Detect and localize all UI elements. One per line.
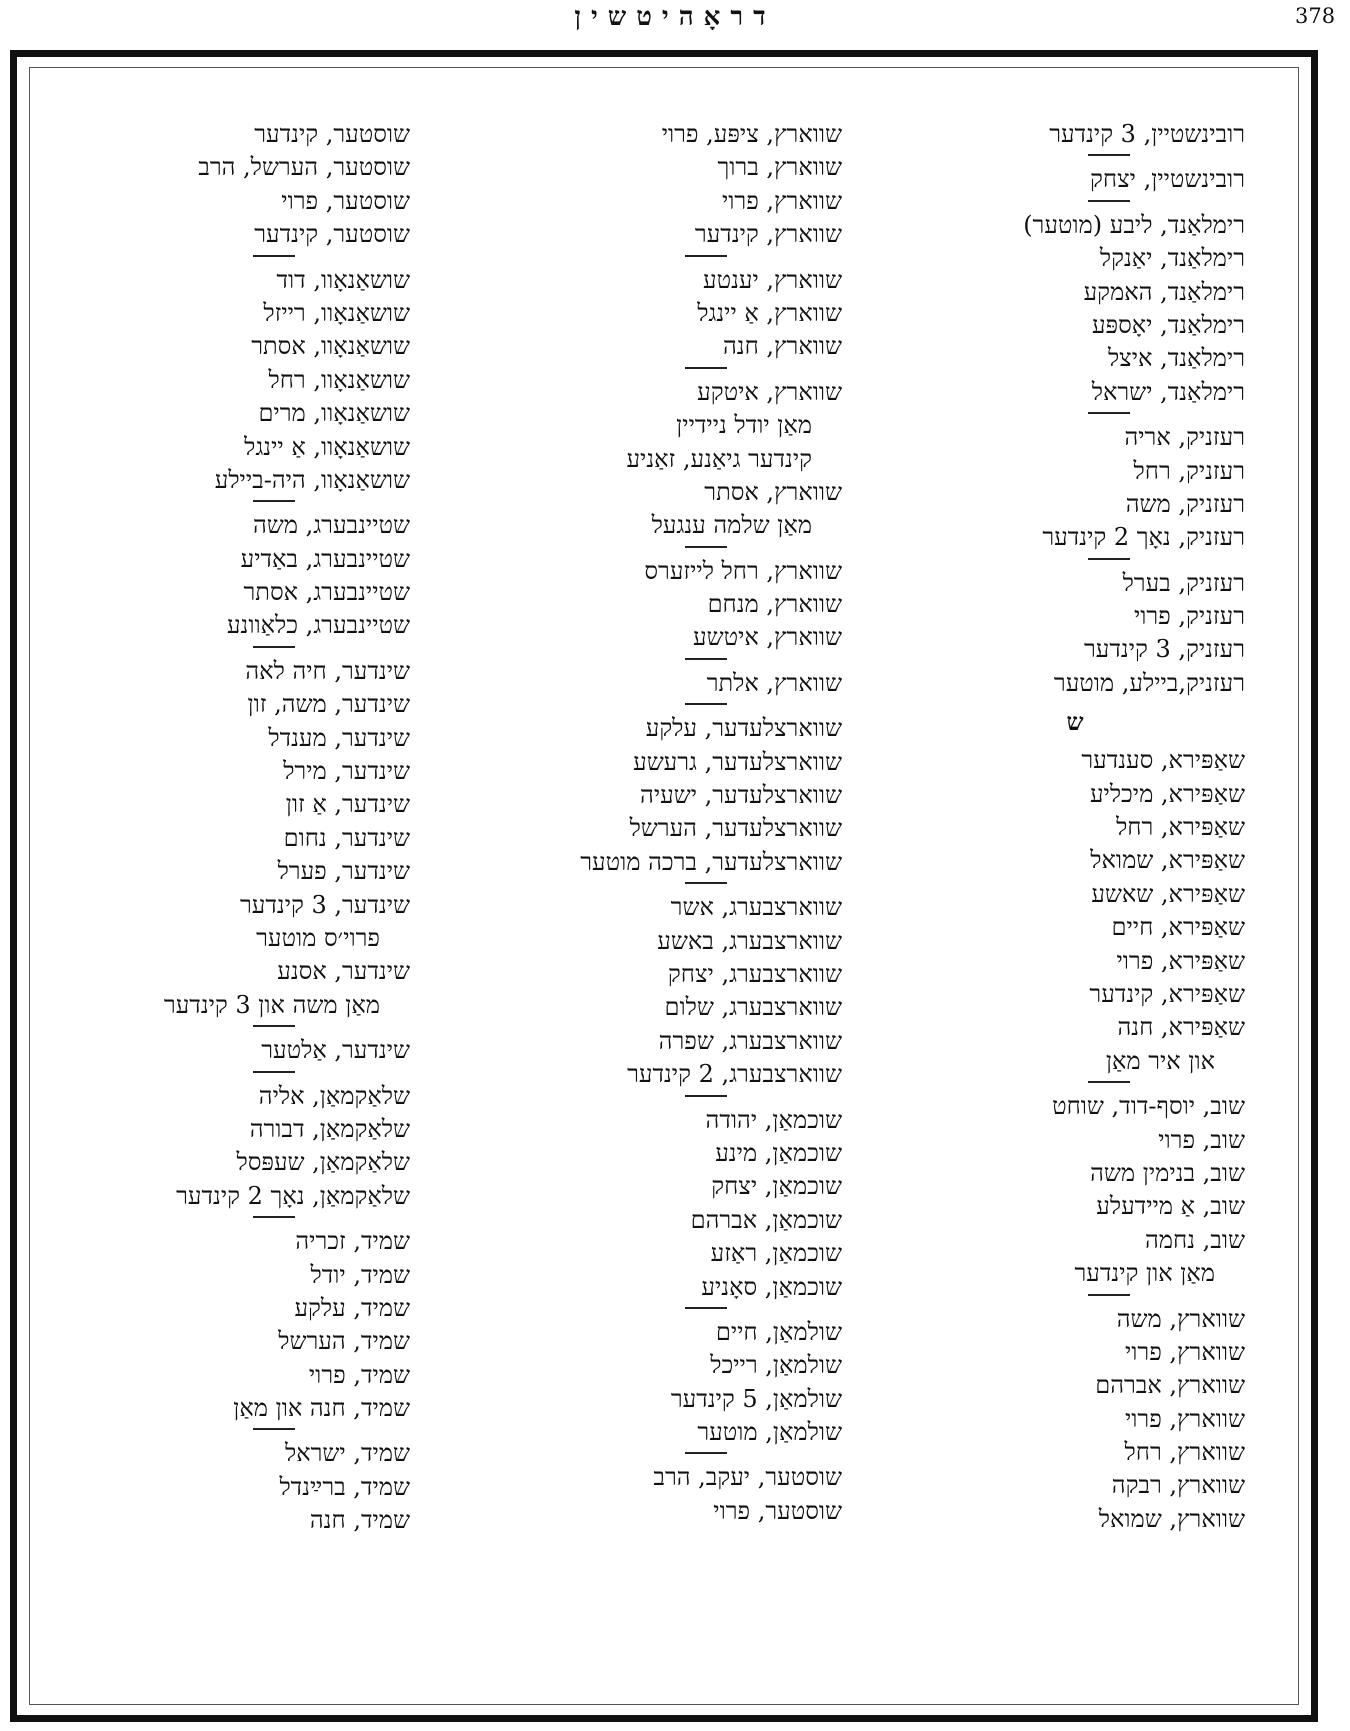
name-entry: שווארצבערג, באשע [657,926,842,955]
name-entry: שוכמאַן, אברהם [690,1205,842,1234]
name-entry: שווארצלעדער, ישעיה [640,781,842,810]
divider [462,1092,842,1104]
name-entry: רעזניק,ביילע, מוטער [1053,668,1245,697]
name-entry: שוכמאַן, יצחק [711,1172,842,1201]
name-entry: שווארץ, אסתר [704,477,842,506]
name-entry: שולמאַן, חיים [715,1317,842,1346]
name-entry: שטיינבערג, כלאַוונע [226,611,410,640]
name-entry: שמיד, חנה [309,1506,410,1535]
name-entry: שוכמאַן, ראַזע [710,1239,842,1268]
name-entry: רימלאַנד, יאָספּע [1091,310,1245,339]
entry-note: מאַן און קינדער [1074,1259,1215,1288]
name-entry: שטיינבערג, משה [252,511,410,540]
name-entry: שוסטער, קינדער [254,120,410,148]
name-entry: שטיינבערג, אסתר [243,578,410,607]
name-entry: שווארץ, חנה [722,332,842,361]
name-entry: שאַפּירא, קינדער [1089,979,1245,1008]
name-entry: רובינשטיין, 3 קינדער [1049,120,1245,148]
name-entry: שווארצבערג, שלום [664,993,842,1022]
name-entry: שווארץ, קינדער [694,220,842,249]
name-entry: שמיד, ישראל [284,1439,410,1468]
name-entry: רובינשטיין, יצחק [1090,165,1245,194]
name-entry: שינדער, משה, זון [247,690,410,719]
name-entry: שאַפּירא, סענדער [1081,746,1245,775]
name-entry: רימלאַנד, איצל [1107,344,1245,373]
name-entry: שאַפּירא, רחל [1116,813,1245,842]
name-entry: רימלאַנד, ליבע (מוטער) [1023,210,1245,239]
name-entry: רעזניק, משה [1125,489,1245,518]
name-entry: שווארץ, אַ יינגל [697,298,842,327]
name-entry: שינדער, חיה לאה [245,656,410,685]
name-entry: שושאַנאָוו, מרים [258,399,410,428]
section-letter: ש [1066,707,1084,737]
page-title: דראָהיטשין [574,2,776,32]
name-entry: שושאַנאָוו, היה-ביילע [214,465,410,494]
name-entry: שווארץ, ציפּע, פרוי [661,120,842,148]
name-entry: שינדער, מירל [283,757,410,786]
name-entry: שאַפּירא, פרוי [1116,946,1245,975]
divider [30,252,410,264]
divider [462,655,842,667]
divider [905,1291,1245,1303]
entry-note: און איר מאַן [1105,1046,1215,1075]
name-entry: רימלאַנד, יאַנקל [1099,244,1245,273]
name-entry: שווארצבערג, יצחק [667,959,842,988]
divider [905,1078,1245,1090]
name-entry: שוסטער, יעקב, הרב [653,1463,842,1492]
divider [462,1449,842,1461]
name-entry: שוב, בנימין משה [1090,1158,1245,1187]
divider [462,252,842,264]
name-entry: שאַפּירא, שאשע [1091,879,1245,908]
column-right [905,118,1245,1536]
divider [905,409,1245,421]
divider [462,879,842,891]
name-entry: שלאַקמאַן, שעפּסל [236,1148,410,1177]
name-entry: שווארץ, אברהם [1095,1371,1245,1400]
entry-note: מאַן משה און 3 קינדער [163,990,380,1019]
name-entry: שושאַנאָוו, דוד [276,265,410,294]
name-entry: שוסטער, הערשל, הרב [198,153,410,182]
name-entry: שווארצבערג, שפרה [658,1026,842,1055]
divider [30,1213,410,1225]
name-entry: שווארץ, רחל [1124,1438,1245,1467]
name-entry: שווארץ, רחל לייזערס [644,556,842,585]
name-entry: שושאַנאָוו, אַ יינגל [244,432,410,461]
name-entry: שוסטער, פרוי [713,1496,842,1525]
name-entry: שוב, יוסף-דוד, שוחט [1052,1092,1245,1121]
name-entry: שולמאַן, רייכל [710,1351,842,1380]
name-entry: שווארץ, איטשע [693,623,842,652]
name-entry: שושאַנאָוו, רייזל [263,298,410,327]
name-entry: שאַפּירא, מיכליע [1089,779,1245,808]
divider [462,700,842,712]
name-entry: שווארץ, רבקה [1111,1471,1245,1500]
name-entry: שוכמאַן, סאָניע [701,1272,842,1301]
column-left [30,118,410,1538]
name-entry: שוב, נחמה [1145,1225,1245,1254]
name-entry: שווארצלעדער, ברכה מוטער [580,847,842,876]
name-entry: שאַפּירא, חיים [1111,913,1245,942]
name-entry: שווארץ, יענטע [703,265,842,294]
divider [30,643,410,655]
name-entry: שווארץ, ברוך [717,153,842,182]
divider [462,1304,842,1316]
name-entry: רעזניק, פרוי [1133,602,1245,631]
name-entry: רעזניק, רחל [1133,456,1245,485]
page-number: 378 [1295,4,1336,28]
name-entry: שינדער, אַלטער [261,1036,410,1065]
name-entry: שוכמאַן, יהודה [705,1105,842,1134]
name-entry: שלאַקמאַן, דבורה [249,1114,410,1143]
name-entry: שוב, פרוי [1158,1125,1245,1154]
column-middle [462,118,842,1528]
name-entry: שווארץ, משה [1116,1304,1245,1333]
name-entry: שווארצבערג, 2 קינדער [627,1060,842,1089]
name-entry: שווארץ, פרוי [721,186,842,215]
name-entry: שווארץ, אלתר [706,668,842,697]
entry-note: פרוי׳ס מוטער [256,923,380,952]
name-entry: שמיד, הערשל [278,1327,410,1356]
name-entry: שוב, אַ מיידעלע [1096,1192,1245,1221]
name-entry: שווארצלעדער, גרעשע [633,747,842,776]
name-entry: שמיד, ברײַנדל [279,1472,410,1501]
divider [30,1022,410,1034]
name-entry: שלאַקמאַן, נאָך 2 קינדער [176,1181,410,1210]
name-entry: שוכמאַן, מינע [715,1138,842,1167]
name-entry: שולמאַן, 5 קינדער [670,1384,842,1413]
divider [905,151,1245,163]
name-entry: שמיד, עלקע [294,1293,410,1322]
name-entry: שמיד, חנה און מאַן [233,1394,410,1423]
name-entry: שוסטער, קינדער [254,220,410,249]
name-entry: שוסטער, פרוי [281,186,410,215]
name-entry: שולמאַן, מוטער [697,1418,842,1447]
name-entry: שווארץ, פרוי [1124,1404,1245,1433]
name-entry: שווארץ, שמואל [1098,1504,1245,1533]
divider [462,543,842,555]
name-entry: שווארצבערג, אשר [670,893,842,922]
name-entry: רימלאַנד, האמקע [1083,277,1245,306]
name-entry: שמיד, יודל [310,1260,410,1289]
name-entry: שינדער, אַ זון [285,790,410,819]
name-entry: שווארץ, מנחם [707,590,842,619]
name-entry: שאַפּירא, חנה [1117,1013,1245,1042]
divider [30,1425,410,1437]
name-entry: שמיד, פרוי [308,1360,410,1389]
name-entry: שווארצלעדער, הערשל [629,814,842,843]
name-entry: שינדער, 3 קינדער [239,890,410,919]
name-entry: שינדער, פערל [277,857,410,886]
divider [30,1068,410,1080]
name-entry: רעזניק, נאָך 2 קינדער [1042,523,1245,552]
name-entry: שווארצלעדער, עלקע [645,714,842,743]
name-entry: שינדער, מענדל [268,723,410,752]
entry-note: מאַן יודל ניידיין [676,411,812,440]
name-entry: שטיינבערג, באַדיע [240,544,410,573]
divider [30,497,410,509]
entry-note: קינדער גיאַנע, זאַניע [626,444,812,473]
name-entry: רימלאַנד, ישראל [1091,377,1245,406]
name-entry: שאַפּירא, שמואל [1090,846,1245,875]
divider [905,555,1245,567]
name-entry: שווארץ, פרוי [1124,1337,1245,1366]
divider [905,197,1245,209]
name-entry: רעזניק, בערל [1122,568,1245,597]
divider [462,364,842,376]
name-entry: שושאַנאָוו, אסתר [251,332,410,361]
name-entry: רעזניק, אריה [1124,423,1245,452]
name-entry: שינדער, אסנע [277,957,410,986]
name-entry: שווארץ, איטקע [697,377,842,406]
name-entry: שושאַנאָוו, רחל [268,365,410,394]
entry-note: מאַן שלמה ענגעל [651,511,812,540]
name-entry: שלאַקמאַן, אליה [258,1081,410,1110]
name-entry: שמיד, זכריה [295,1227,410,1256]
name-entry: רעזניק, 3 קינדער [1083,635,1245,664]
name-entry: שינדער, נחום [283,823,410,852]
